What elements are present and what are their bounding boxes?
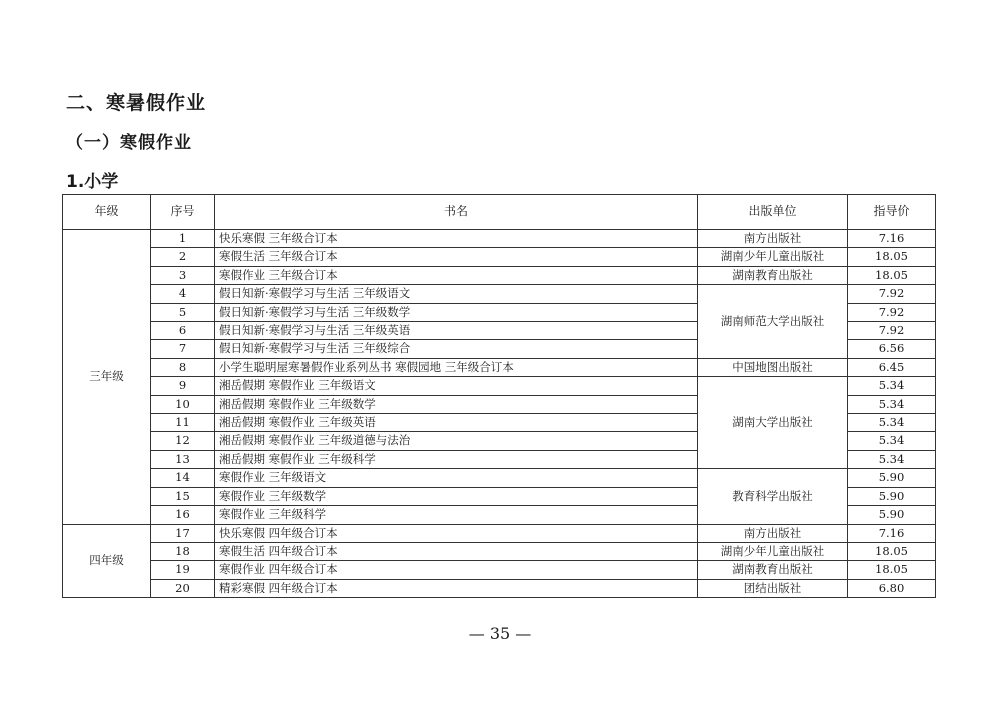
- price-cell: 6.80: [848, 579, 936, 597]
- price-cell: 7.16: [848, 230, 936, 248]
- title-cell: 假日知新·寒假学习与生活 三年级英语: [215, 322, 698, 340]
- price-cell: 18.05: [848, 561, 936, 579]
- table-row: [63, 579, 936, 597]
- header-number: 序号: [151, 195, 215, 230]
- table-row: [63, 248, 936, 266]
- number-cell: 9: [151, 377, 215, 395]
- table-header-row: [63, 195, 936, 230]
- price-cell: 5.34: [848, 395, 936, 413]
- number-cell: 16: [151, 506, 215, 524]
- table-row: [63, 377, 936, 395]
- number-cell: 18: [151, 542, 215, 560]
- table-row: [63, 524, 936, 542]
- header-price: 指导价: [848, 195, 936, 230]
- title-cell: 湘岳假期 寒假作业 三年级语文: [215, 377, 698, 395]
- publisher-cell: 南方出版社: [698, 524, 848, 542]
- header-title: 书名: [215, 195, 698, 230]
- header-publisher: 出版单位: [698, 195, 848, 230]
- title-cell: 湘岳假期 寒假作业 三年级科学: [215, 450, 698, 468]
- price-cell: 6.56: [848, 340, 936, 358]
- title-cell: 湘岳假期 寒假作业 三年级英语: [215, 414, 698, 432]
- grade-cell: 四年级: [63, 524, 151, 598]
- publisher-cell: 湖南教育出版社: [698, 561, 848, 579]
- title-cell: 寒假作业 三年级科学: [215, 506, 698, 524]
- title-cell: 假日知新·寒假学习与生活 三年级数学: [215, 303, 698, 321]
- number-cell: 15: [151, 487, 215, 505]
- price-cell: 6.45: [848, 358, 936, 376]
- title-cell: 寒假生活 四年级合订本: [215, 542, 698, 560]
- number-cell: 2: [151, 248, 215, 266]
- price-cell: 5.34: [848, 450, 936, 468]
- number-cell: 8: [151, 358, 215, 376]
- publisher-cell: 教育科学出版社: [698, 469, 848, 524]
- number-cell: 3: [151, 266, 215, 284]
- title-cell: 寒假作业 三年级合订本: [215, 266, 698, 284]
- title-cell: 快乐寒假 四年级合订本: [215, 524, 698, 542]
- number-cell: 1: [151, 230, 215, 248]
- price-cell: 18.05: [848, 266, 936, 284]
- price-cell: 5.34: [848, 377, 936, 395]
- title-cell: 湘岳假期 寒假作业 三年级数学: [215, 395, 698, 413]
- price-cell: 5.90: [848, 469, 936, 487]
- title-cell: 寒假作业 三年级数学: [215, 487, 698, 505]
- table-row: [63, 358, 936, 376]
- price-cell: 7.92: [848, 285, 936, 303]
- title-cell: 假日知新·寒假学习与生活 三年级综合: [215, 340, 698, 358]
- number-cell: 14: [151, 469, 215, 487]
- table-row: [63, 469, 936, 487]
- header-grade: 年级: [63, 195, 151, 230]
- publisher-cell: 湖南教育出版社: [698, 266, 848, 284]
- number-cell: 20: [151, 579, 215, 597]
- number-cell: 6: [151, 322, 215, 340]
- price-cell: 5.90: [848, 506, 936, 524]
- number-cell: 5: [151, 303, 215, 321]
- price-cell: 5.34: [848, 414, 936, 432]
- number-cell: 12: [151, 432, 215, 450]
- page-number: — 35 —: [468, 624, 532, 643]
- number-cell: 7: [151, 340, 215, 358]
- title-cell: 寒假作业 四年级合订本: [215, 561, 698, 579]
- title-cell: 假日知新·寒假学习与生活 三年级语文: [215, 285, 698, 303]
- table-row: [63, 542, 936, 560]
- grade-cell: 三年级: [63, 230, 151, 525]
- category-label: 1.小学: [66, 172, 119, 192]
- publisher-cell: 湖南大学出版社: [698, 377, 848, 469]
- price-cell: 7.92: [848, 303, 936, 321]
- price-cell: 7.92: [848, 322, 936, 340]
- subsection-heading: （一）寒假作业: [66, 133, 192, 153]
- title-cell: 快乐寒假 三年级合订本: [215, 230, 698, 248]
- publisher-cell: 南方出版社: [698, 230, 848, 248]
- price-cell: 18.05: [848, 542, 936, 560]
- publisher-cell: 团结出版社: [698, 579, 848, 597]
- publisher-cell: 湖南师范大学出版社: [698, 285, 848, 359]
- number-cell: 11: [151, 414, 215, 432]
- title-cell: 湘岳假期 寒假作业 三年级道德与法治: [215, 432, 698, 450]
- table-row: [63, 285, 936, 303]
- table-row: [63, 230, 936, 248]
- title-cell: 小学生聪明屋寒暑假作业系列丛书 寒假园地 三年级合订本: [215, 358, 698, 376]
- table-row: [63, 561, 936, 579]
- publisher-cell: 中国地图出版社: [698, 358, 848, 376]
- price-cell: 18.05: [848, 248, 936, 266]
- publisher-cell: 湖南少年儿童出版社: [698, 248, 848, 266]
- number-cell: 17: [151, 524, 215, 542]
- publisher-cell: 湖南少年儿童出版社: [698, 542, 848, 560]
- title-cell: 精彩寒假 四年级合订本: [215, 579, 698, 597]
- price-cell: 5.34: [848, 432, 936, 450]
- title-cell: 寒假作业 三年级语文: [215, 469, 698, 487]
- book-price-table: [62, 194, 936, 598]
- number-cell: 13: [151, 450, 215, 468]
- number-cell: 10: [151, 395, 215, 413]
- title-cell: 寒假生活 三年级合订本: [215, 248, 698, 266]
- section-heading: 二、寒暑假作业: [66, 92, 207, 114]
- number-cell: 4: [151, 285, 215, 303]
- number-cell: 19: [151, 561, 215, 579]
- price-cell: 5.90: [848, 487, 936, 505]
- table-row: [63, 266, 936, 284]
- price-cell: 7.16: [848, 524, 936, 542]
